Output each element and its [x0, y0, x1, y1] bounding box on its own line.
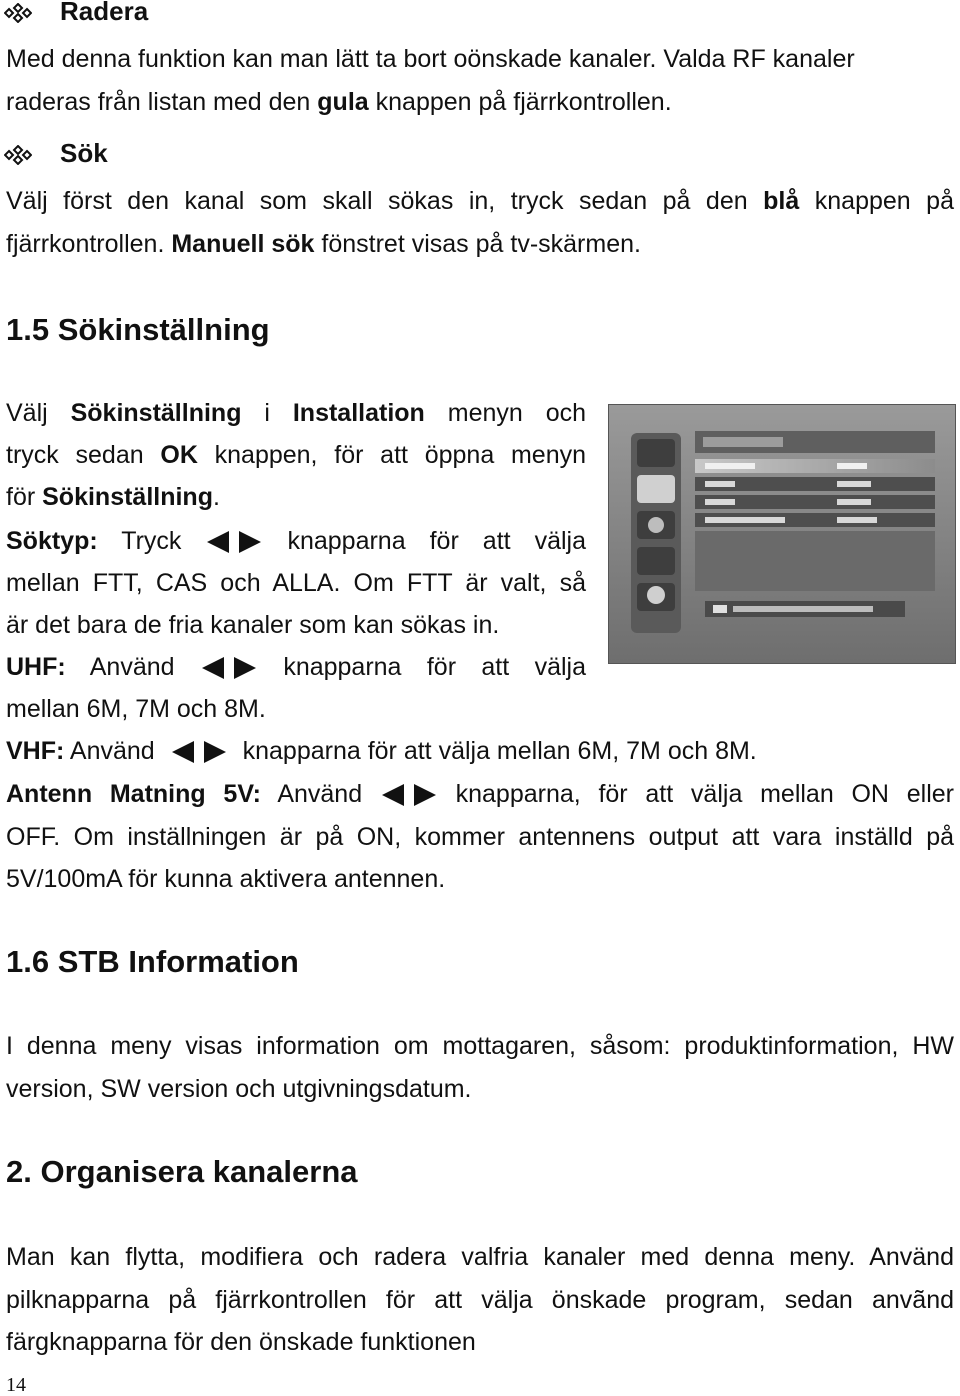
sokinstallning-heading: 1.5 Sökinställning: [6, 312, 270, 347]
soktyp-line-2: mellan FTT, CAS och ALLA. Om FTT är valt, så: [6, 569, 586, 597]
left-right-arrows-icon: [205, 529, 263, 555]
organisera-heading: 2. Organisera kanalerna: [6, 1154, 358, 1189]
soktyp-line-3: är det bara de fria kanaler som kan sökas in.: [6, 611, 500, 639]
stb-paragraph: [6, 1025, 954, 1110]
uhf-paragraph: [6, 646, 586, 730]
radera-heading-text: Radera: [60, 0, 149, 26]
tv-menu-picture: [609, 405, 955, 663]
intro-line-3: för Sökinställning.: [6, 483, 220, 511]
uhf-line-2: mellan 6M, 7M och 8M.: [6, 695, 266, 723]
radera-line-2: raderas från listan med den gula knappen på fjärrkontrollen.: [6, 87, 672, 116]
tv-menu-screenshot: [608, 404, 956, 664]
antenn-paragraph: [6, 773, 954, 901]
sok-line-2: fjärrkontrollen. Manuell sök fönstret visas på tv-skärmen.: [6, 229, 641, 258]
radera-paragraph: [6, 38, 954, 123]
left-right-arrows-icon: [170, 739, 228, 765]
radera-line-1: Med denna funktion kan man lätt ta bort oönskade kanaler. Valda RF kanaler: [6, 45, 855, 73]
organisera-line-2: pilknapparna på fjärrkontrollen för att välja önskade program, sedan anvãnd: [6, 1285, 954, 1314]
stb-line-1: I denna meny visas information om mottagaren, såsom: produktinformation, HW: [6, 1032, 954, 1060]
soktyp-paragraph: [6, 520, 586, 646]
sokinstallning-intro: [6, 392, 586, 518]
left-right-arrows-icon: [380, 782, 438, 808]
left-right-arrows-icon: [200, 655, 258, 681]
sok-paragraph: [6, 180, 954, 265]
stb-heading: 1.6 STB Information: [6, 944, 299, 979]
vhf-line-1: VHF: Använd knapparna för att välja mellan 6M, 7M och 8M.: [6, 737, 757, 765]
antenn-line-2: OFF. Om inställningen är på ON, kommer antennens output att vara inställd på: [6, 822, 954, 851]
diamond-bullet-icon: [4, 3, 32, 23]
organisera-line-1: Man kan flytta, modifiera och radera valfria kanaler med denna meny. Använd: [6, 1243, 954, 1271]
diamond-bullet-icon: [4, 145, 32, 165]
radera-heading: [4, 0, 148, 26]
antenn-line-1: Antenn Matning 5V: Använd knapparna, för att välja mellan ON eller: [6, 780, 954, 808]
sok-heading: [4, 138, 108, 168]
antenn-line-3: 5V/100mA för kunna aktivera antennen.: [6, 865, 446, 893]
sok-heading-text: Sök: [60, 138, 108, 168]
organisera-paragraph: [6, 1236, 954, 1364]
page-number: 14: [6, 1374, 26, 1396]
soktyp-line-1: Söktyp: Tryck knapparna för att välja: [6, 527, 587, 555]
organisera-line-3: färgknapparna för den önskade funktionen: [6, 1328, 476, 1356]
intro-line-2: tryck sedan OK knappen, för att öppna menyn: [6, 441, 587, 469]
vhf-paragraph: [6, 730, 954, 773]
intro-line-1: Välj Sökinställning i Installation menyn och: [6, 399, 586, 427]
uhf-line-1: UHF: Använd knapparna för att välja: [6, 653, 586, 681]
sok-line-1: Välj först den kanal som skall sökas in, tryck sedan på den blå knappen på: [6, 187, 954, 215]
stb-line-2: version, SW version och utgivningsdatum.: [6, 1074, 472, 1103]
